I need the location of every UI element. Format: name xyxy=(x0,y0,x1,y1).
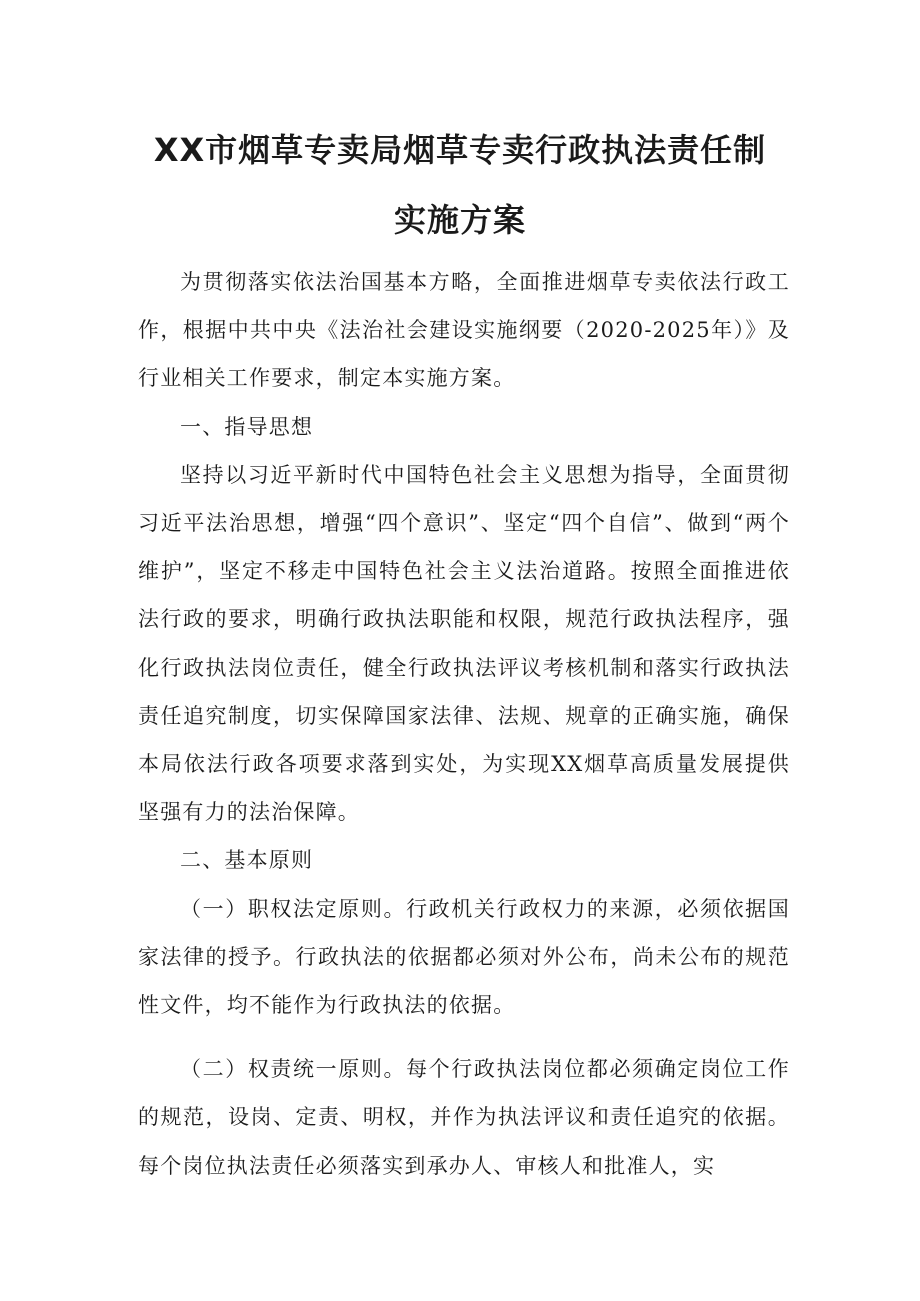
document-title-line-1: XX市烟草专卖局烟草专卖行政执法责任制 xyxy=(153,131,767,169)
document-title-line-2: 实施方案 xyxy=(393,201,526,239)
guiding-ideology-paragraph: 坚持以习近平新时代中国特色社会主义思想为指导，全面贯彻习近平法治思想，增强“四个意识”、坚定“四个自信”、做到“两个维护”，坚定不移走中国特色社会主义法治道路。按照全面推进依法行政的要求，明确行政执法职能和权限，规范行政执法程序，强化行政执法岗位责任，健全行政执法评议考核机制和落实行政执法责任追究制度，切实保障国家法律、法规、规章的正确实施，确保本局依法行政各项要求落到实处，为实现XX烟草高质量发展提供坚强有力的法治保障。 xyxy=(138,462,790,825)
document-body xyxy=(138,258,790,1190)
section-heading-basic-principles: 二、基本原则 xyxy=(180,848,314,873)
principle-1-paragraph: （一）职权法定原则。行政机关行政权力的来源，必须依据国家法律的授予。行政执法的依据都必须对外公布，尚未公布的规范性文件，均不能作为行政执法的依据。 xyxy=(138,896,790,1018)
section-heading-guiding-ideology: 一、指导思想 xyxy=(180,414,314,439)
principle-2-paragraph: （二）权责统一原则。每个行政执法岗位都必须确定岗位工作的规范，设岗、定责、明权，并作为执法评议和责任追究的依据。每个岗位执法责任必须落实到承办人、审核人和批准人，实 xyxy=(138,1057,790,1178)
intro-paragraph: 为贯彻落实依法治国基本方略，全面推进烟草专卖依法行政工作，根据中共中央《法治社会建设实施纲要（2020-2025年）》及行业相关工作要求，制定本实施方案。 xyxy=(138,270,790,391)
